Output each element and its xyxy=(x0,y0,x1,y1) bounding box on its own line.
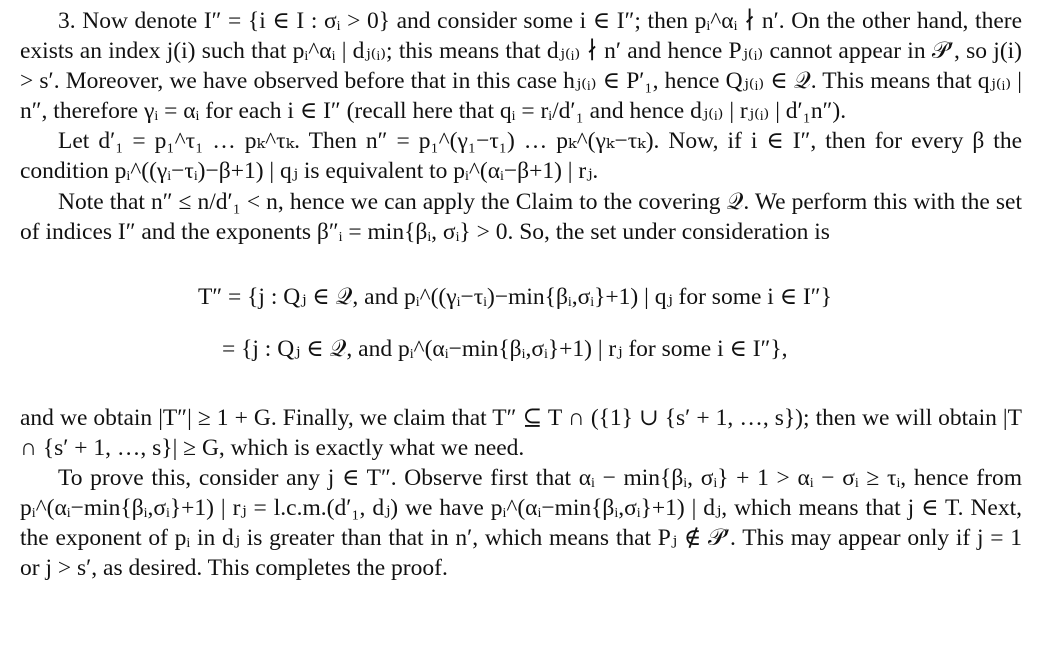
equation-line-1: T″ = {j : Qⱼ ∈ 𝒬, and pᵢ^((γᵢ−τᵢ)−min{βᵢ,σᵢ}+1) | qⱼ for some i ∈ I″} xyxy=(198,283,832,310)
paragraph-1: 3. Now denote I″ = {i ∈ I : σᵢ > 0} and consider some i ∈ I″; then pᵢ^αᵢ ∤ n′. On the other hand, there exists an index j(i) such that pᵢ^αᵢ | dⱼ₍ᵢ₎; this means that dⱼ₍ᵢ₎ ∤ n′ and hence Pⱼ₍ᵢ₎ cannot appear in 𝒫′, so j(i) > s′. Moreover, we have observed before that in this case hⱼ₍ᵢ₎ ∈ P′₁, hence Qⱼ₍ᵢ₎ ∈ 𝒬. This means that qⱼ₍ᵢ₎ | n″, therefore γᵢ = αᵢ for each i ∈ I″ (recall here that qᵢ = rᵢ/d′₁ and hence dⱼ₍ᵢ₎ | rⱼ₍ᵢ₎ | d′₁n″). xyxy=(20,8,1022,125)
paragraph-5: To prove this, consider any j ∈ T″. Observe first that αᵢ − min{βᵢ, σᵢ} + 1 > αᵢ − σᵢ ≥ τᵢ, hence from pᵢ^(αᵢ−min{βᵢ,σᵢ}+1) | rⱼ = l.c.m.(d′₁, dⱼ) we have pᵢ^(αᵢ−min{βᵢ,σᵢ}+1) | dⱼ, which means that j ∈ T. Next, the exponent of pᵢ in dⱼ is greater than that in n′, which means that Pⱼ ∉ 𝒫′. This may appear only if j = 1 or j > s′, as desired. This completes the proof. xyxy=(20,464,1022,582)
paper-page xyxy=(20,6,1022,583)
paragraph-3: Note that n″ ≤ n/d′₁ < n, hence we can apply the Claim to the covering 𝒬. We perform this with the set of indices I″ and the exponents β″ᵢ = min{βᵢ, σᵢ} > 0. So, the set under consideration is xyxy=(20,188,1022,245)
paragraph-4: and we obtain |T″| ≥ 1 + G. Finally, we claim that T″ ⊆ T ∩ ({1} ∪ {s′ + 1, …, s}); then we will obtain |T ∩ {s′ + 1, …, s}| ≥ G, which is exactly what we need. xyxy=(20,404,1022,461)
paragraph-2: Let d′₁ = p₁^τ₁ … pₖ^τₖ. Then n″ = p₁^(γ₁−τ₁) … pₖ^(γₖ−τₖ). Now, if i ∈ I″, then for every β the condition pᵢ^((γᵢ−τᵢ)−β+1) | qⱼ is equivalent to pᵢ^(αᵢ−β+1) | rⱼ. xyxy=(20,128,1022,185)
display-equation xyxy=(20,265,1022,383)
equation-line-2: = {j : Qⱼ ∈ 𝒬, and pᵢ^(αᵢ−min{βᵢ,σᵢ}+1) | rⱼ for some i ∈ I″}, xyxy=(222,335,788,362)
